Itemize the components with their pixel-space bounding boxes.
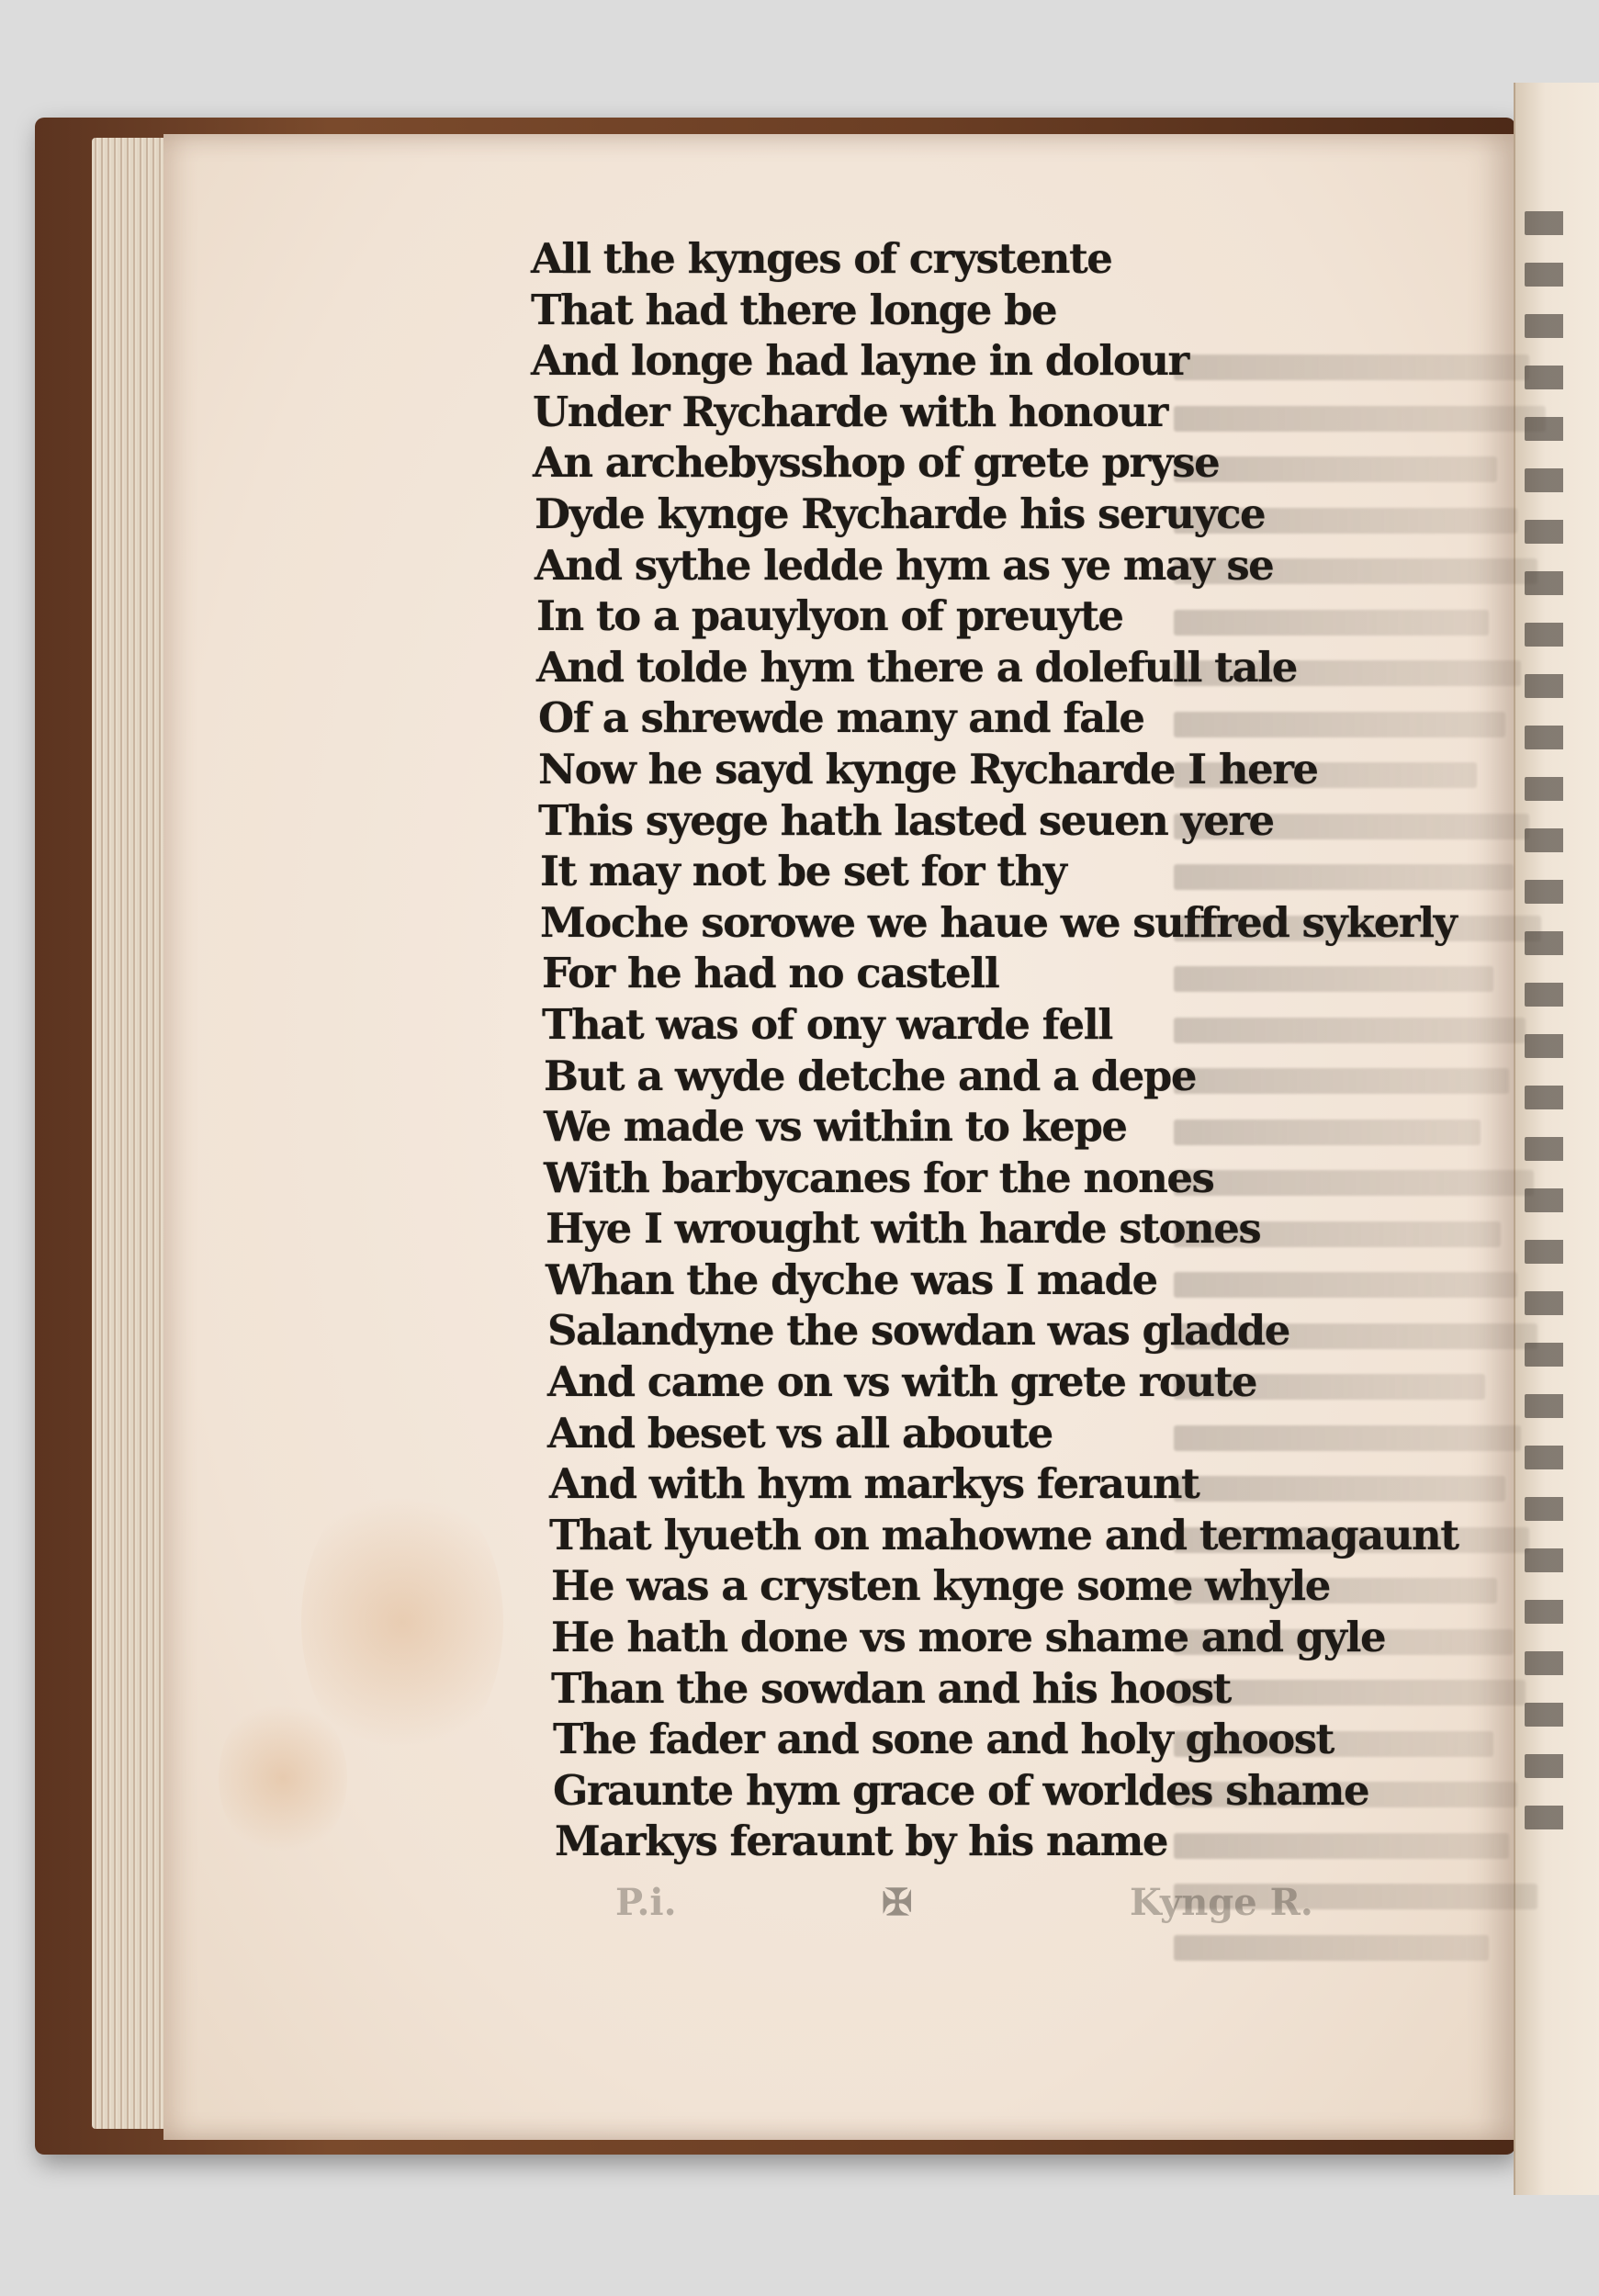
verse-line: And sythe ledde hym as ye may se	[535, 540, 1274, 590]
verse-line: We made vs within to kepe	[544, 1102, 1127, 1152]
verse-line: Graunte hym grace of worldes shame	[553, 1765, 1369, 1815]
verse-line: It may not be set for thy	[540, 847, 1066, 896]
verse-line: But a wyde detche and a depe	[544, 1051, 1196, 1100]
page-footer	[615, 1881, 1405, 1936]
verse-line: In to a pauylyon of preuyte	[536, 591, 1123, 641]
verse-column	[531, 233, 1458, 1867]
verse-line: With barbycanes for the nones	[544, 1153, 1214, 1202]
verse-line: He hath done vs more shame and gyle	[551, 1613, 1386, 1662]
verse-line: The fader and sone and holy ghoost	[553, 1715, 1334, 1764]
verse-line: And tolde hym there a dolefull tale	[536, 642, 1297, 692]
verse-line: That had there longe be	[531, 285, 1057, 334]
foxing-stain	[219, 1695, 347, 1861]
verse-line: That lyueth on mahowne and termagaunt	[549, 1510, 1458, 1559]
verse-line: Of a shrewde many and fale	[538, 693, 1144, 743]
verse-line: Than the sowdan and his hoost	[551, 1663, 1231, 1713]
verse-line: For he had no castell	[542, 949, 999, 998]
verse-line: And came on vs with grete route	[547, 1357, 1257, 1407]
verse-line: Now he sayd kynge Rycharde I here	[538, 744, 1318, 793]
verse-line: Whan the dyche was I made	[546, 1255, 1157, 1304]
verse-line: Salandyne the sowdan was gladde	[547, 1306, 1289, 1356]
show-through-catchword: Kynge R.	[1130, 1881, 1313, 1924]
verse-line: Dyde kynge Rycharde his seruyce	[535, 489, 1266, 538]
verse-line: That was of ony warde fell	[542, 999, 1112, 1049]
signature-mark: P.i.	[615, 1881, 677, 1924]
cross-ornament-icon: ✠	[882, 1881, 913, 1924]
verse-line: And with hym markys feraunt	[549, 1459, 1199, 1509]
verse-line: Markys feraunt by his name	[555, 1817, 1167, 1866]
verse-line: Under Rycharde with honour	[533, 387, 1167, 436]
verse-line: He was a crysten kynge some whyle	[551, 1561, 1330, 1611]
verse-line: And longe had layne in dolour	[531, 336, 1188, 386]
verse-line: Hye I wrought with harde stones	[546, 1204, 1261, 1254]
verse-line: All the kynges of crystente	[531, 234, 1112, 283]
verse-line: An archebysshop of grete pryse	[533, 438, 1220, 488]
page-edges	[92, 138, 175, 2129]
verse-line: Moche sorowe we haue we suffred sykerly	[540, 897, 1457, 947]
verse-line: And beset vs all aboute	[547, 1408, 1053, 1458]
verse-line: This syege hath lasted seuen yere	[538, 795, 1274, 845]
